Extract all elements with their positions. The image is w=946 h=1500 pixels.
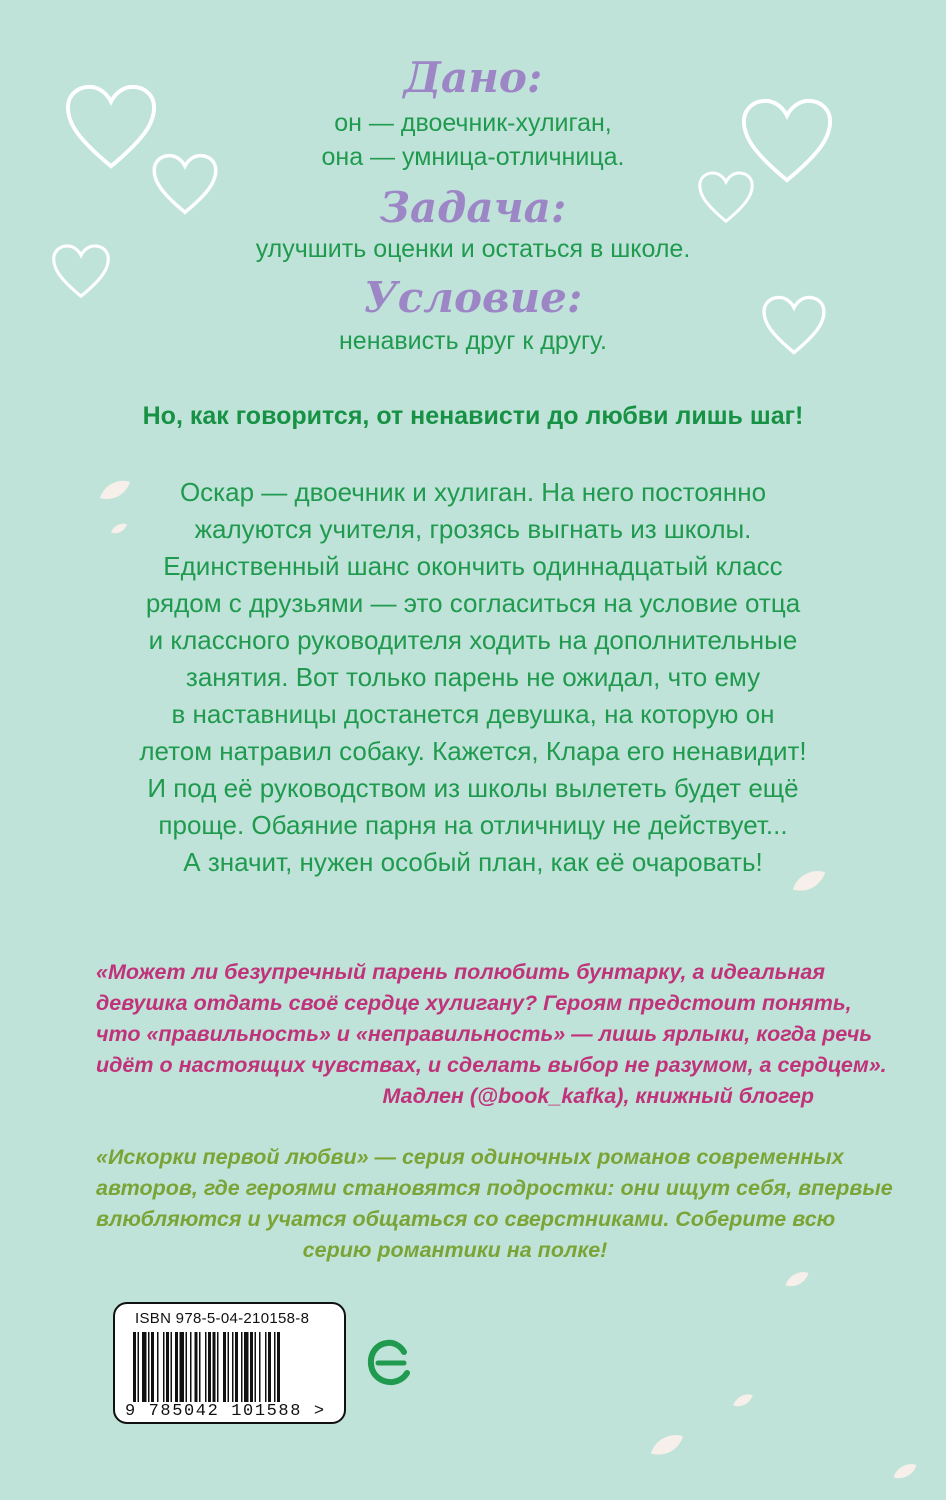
review-line: «Может ли безупречный парень полюбить бунтарку, а идеальная	[96, 960, 825, 984]
isbn-label: ISBN 978-5-04-210158-8	[135, 1310, 310, 1327]
synopsis-line: жалуются учителя, грозясь выгнать из школы.	[194, 514, 752, 544]
task-line: улучшить оценки и остаться в школе.	[255, 235, 691, 263]
synopsis-line: Оскар — двоечник и хулиган. На него постоянно	[179, 477, 767, 507]
synopsis-line: занятия. Вот только парень не ожидал, что ему	[185, 662, 761, 692]
synopsis-line: А значит, нужен особый план, как её очаровать!	[183, 847, 763, 877]
given-line: он — двоечник-хулиган,	[334, 109, 612, 137]
condition-heading: Условие:	[363, 273, 583, 322]
synopsis-line: рядом с друзьями — это согласиться на условие отца	[145, 588, 801, 618]
given-heading: Дано:	[403, 53, 543, 102]
task-heading: Задача:	[379, 183, 567, 232]
barcode-digits: 9 785042 101588 >	[125, 1402, 326, 1421]
synopsis-line: летом натравил собаку. Кажется, Клара его ненавидит!	[139, 736, 807, 766]
petal-icon	[732, 1392, 754, 1410]
tagline: Но, как говорится, от ненависти до любви лишь шаг!	[142, 402, 804, 430]
synopsis-line: проще. Обаяние парня на отличницу не действует...	[158, 810, 788, 840]
review-line: идёт о настоящих чувствах, и сделать выбор не разумом, а сердцем».	[96, 1053, 887, 1077]
given-line: она — умница-отличница.	[321, 143, 625, 171]
petal-icon	[892, 1462, 918, 1482]
petal-icon	[648, 1432, 686, 1460]
condition-line: ненависть друг к другу.	[338, 327, 608, 355]
synopsis-line: и классного руководителя ходить на дополнительные	[148, 625, 798, 655]
review-author: Мадлен (@book_kafka), книжный блогер	[382, 1084, 814, 1108]
synopsis-line: Единственный шанс окончить одиннадцатый класс	[163, 551, 783, 581]
series-line: влюбляются и учатся общаться со сверстниками. Соберите всю	[96, 1207, 836, 1231]
barcode	[133, 1332, 329, 1402]
series-line: серию романтики на полке!	[302, 1238, 608, 1262]
barcode-box	[113, 1302, 346, 1424]
publisher-logo-icon	[366, 1338, 412, 1388]
series-line: авторов, где героями становятся подростки: они ищут себя, впервые	[96, 1176, 893, 1200]
synopsis-line: И под её руководством из школы вылететь будет ещё	[147, 773, 799, 803]
review-line: что «правильность» и «неправильность» — лишь ярлыки, когда речь	[96, 1022, 873, 1046]
series-line: «Искорки первой любви» — серия одиночных романов современных	[96, 1145, 844, 1169]
review-line: девушка отдать своё сердце хулигану? Героям предстоит понять,	[96, 991, 852, 1015]
synopsis-line: в наставницы достанется девушка, на которую он	[171, 699, 775, 729]
petal-icon	[784, 1270, 810, 1290]
